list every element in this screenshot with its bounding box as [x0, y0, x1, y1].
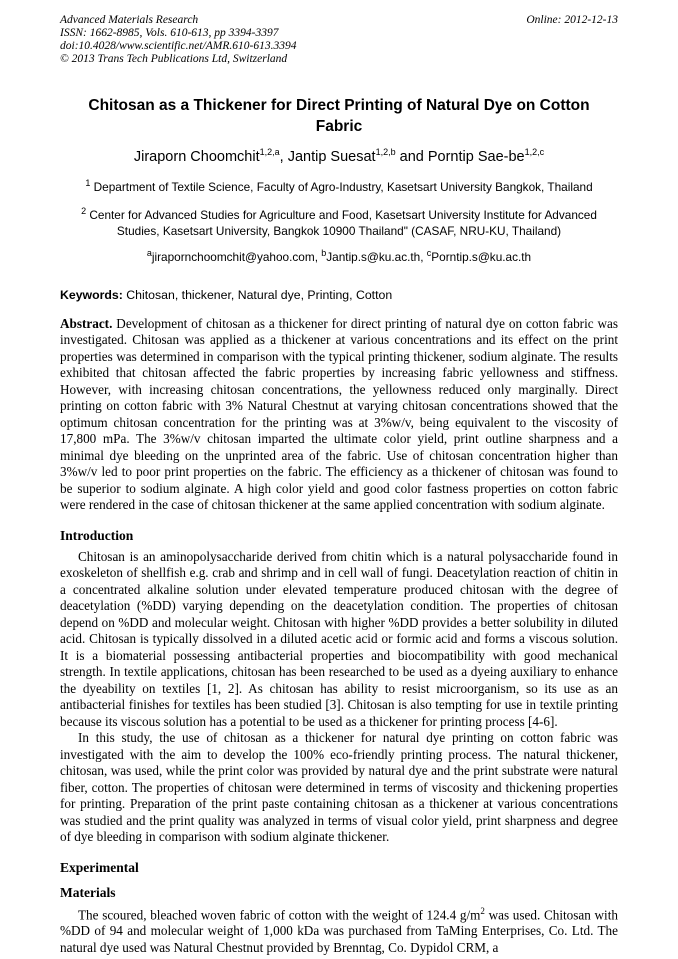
author-superscript: 1,2,a [259, 147, 280, 157]
author-separator: and [395, 148, 428, 165]
keywords-label: Keywords: [60, 287, 123, 302]
email-separator: , [420, 249, 427, 264]
author-separator: , [279, 148, 288, 165]
affiliation-text: Center for Advanced Studies for Agriculture and Food, Kasetsart University Institute for Advanced Studies, Kasetsart University, Bangkok 10900 Thailand" (CASAF, NRU-KU, Thailand) [89, 207, 597, 238]
section-heading-materials: Materials [60, 884, 116, 900]
email-text: jirapornchoomchit@yahoo.com [151, 249, 315, 264]
materials-text-start: The scoured, bleached woven fabric of cotton with the weight of 124.4 g/m [78, 906, 481, 922]
section-heading-experimental: Experimental [60, 859, 139, 875]
journal-header-left [60, 14, 296, 66]
affiliation-1 [60, 175, 618, 195]
email-text: Jantip.s@ku.ac.th [326, 249, 421, 264]
materials-text-end: was used. Chitosan with %DD of 94 and molecular weight of 1,000 kDa was purchased from TaMing Enterprises, Co. Ltd. The natural dye used was Natural Chestnut provided by Brenntag, Co. Dypidol CRM, a [60, 906, 618, 955]
email-superscript: c [426, 247, 432, 258]
authors-line [60, 142, 618, 167]
abstract-paragraph [60, 316, 618, 514]
author-name: Jiraporn Choomchit [133, 148, 260, 165]
author-name: Jantip Suesat [287, 148, 376, 165]
author-name: Porntip Sae-be [427, 148, 525, 165]
issn-line: ISSN: 1662-8985, Vols. 610-613, pp 3394-3397 [60, 27, 279, 39]
introduction-paragraph-1: Chitosan is an aminopolysaccharide derived from chitin which is a natural polysaccharide found in exoskeleton of shellfish e.g. crab and shrimp and in cell wall of fungi. Deacetylation reaction of chitin in a concentrated alkaline solution under elevated temperature produced chitosan with the degree of deacetylation (%DD) varying depending on the deacetylation condition. The properties of chitosan depend on %DD and molecular weight. Chitosan with higher %DD provides a better solubility in diluted acid. Chitosan is typically dissolved in a diluted acetic acid or formic acid and forms a viscous solution. It is a biomaterial possessing antibacterial properties and biocompatibility with good mechanical strength. In textile applications, chitosan has been researched to be used as a dyeing auxiliary to enhance the dyeability on textiles [1, 2]. As chitosan has ability to resist microorganism, so its use as an antibacterial finishes for textiles has been studied [3]. Chitosan is also tempting for use in textile printing because its viscous solution has a potential to be used as a thickener for printing process [4-6]. [60, 548, 618, 729]
copyright-line: © 2013 Trans Tech Publications Ltd, Switzerland [60, 53, 288, 65]
abstract-label: Abstract. [60, 315, 113, 331]
author-superscript: 1,2,c [524, 147, 545, 157]
email-superscript: a [146, 247, 152, 258]
affiliation-superscript: 1 [85, 177, 91, 188]
affiliation-text: Department of Textile Science, Faculty of Agro-Industry, Kasetsart University Bangkok, Thailand [93, 179, 593, 194]
materials-paragraph [60, 903, 618, 957]
introduction-paragraph-2: In this study, the use of chitosan as a thickener for natural dye printing on cotton fabric was investigated with the aim to develop the 100% eco-friendly printing process. The natural thickener, chitosan, was used, while the print color was provided by natural dye and the print substrate were natural fiber, cotton. The properties of chitosan were determined in terms of viscosity and thickening properties for printing. Preparation of the print paste containing chitosan as a thickener at various concentrations was studied and the print quality was analyzed in terms of visual color yield, print sharpness and degree of dye bleeding in comparison with sodium alginate thickener. [60, 730, 618, 845]
keywords-text: Chitosan, thickener, Natural dye, Printing, Cotton [126, 287, 393, 302]
author-superscript: 1,2,b [375, 147, 396, 157]
online-date: Online: 2012-12-13 [526, 14, 618, 26]
abstract-text: Development of chitosan as a thickener for direct printing of natural dye on cotton fabric was investigated. Chitosan was applied as a thickener at various concentrations and its effect on the print properties was determined in comparison with the typical printing thickener, sodium alginate. The results exhibited that chitosan affected the fabric properties by increasing fabric yellowness and stiffness. However, with increasing chitosan concentrations, the yellowness reduced only marginally. Direct printing on cotton fabric with 3% Natural Chestnut at varying chitosan concentrations showed that the optimum chitosan concentration for the printing was at 3%w/v, being equivalent to the viscosity of 17,800 mPa. The 3%w/v chitosan imparted the ultimate color yield, print outline sharpness and a minimal dye bleeding on the unprinted area of the fabric. Use of chitosan concentration higher than 3%w/v led to poor print properties on the fabric. The efficiency as a thickener of chitosan was found to be superior to sodium alginate. A high color yield and good color fastness properties on cotton fabric were rendered in the case of chitosan thickener at the same applied concentration with sodium alginate. [60, 315, 619, 513]
doi-line: doi:10.4028/www.scientific.net/AMR.610-613.3394 [60, 40, 297, 52]
email-separator: , [314, 249, 322, 264]
affiliation-2 [60, 203, 618, 239]
squared-superscript: 2 [480, 905, 485, 916]
journal-name: Advanced Materials Research [60, 14, 199, 26]
email-superscript: b [321, 247, 327, 258]
paper-title: Chitosan as a Thickener for Direct Printing of Natural Dye on Cotton Fabric [88, 97, 590, 135]
section-heading-introduction: Introduction [60, 527, 134, 543]
affiliation-superscript: 2 [81, 205, 87, 216]
email-text: Porntip.s@ku.ac.th [431, 249, 532, 264]
emails-line [60, 246, 618, 265]
keywords-line [60, 288, 618, 303]
journal-header [60, 14, 618, 66]
